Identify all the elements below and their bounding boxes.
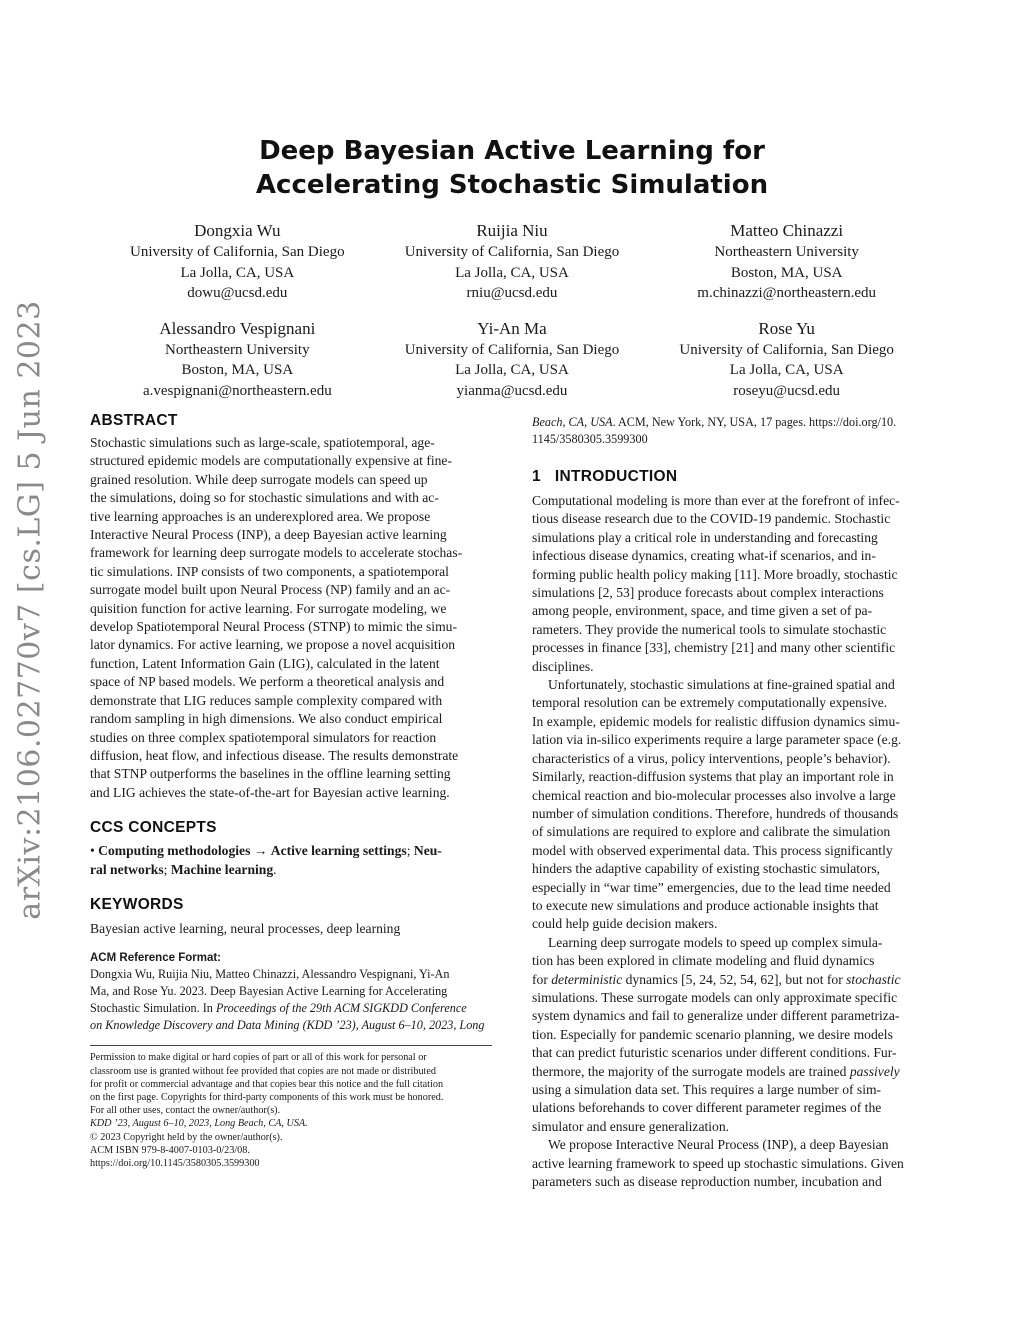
ccs-term: Active learning settings (270, 843, 407, 859)
author-location: La Jolla, CA, USA (180, 264, 295, 281)
text-line: temporal resolution can be extremely computationally expensive. (532, 695, 888, 711)
ccs-separator: ; (406, 843, 414, 859)
text-fragment: for (532, 971, 552, 987)
keywords-text: Bayesian active learning, neural processes, deep learning (90, 920, 401, 936)
left-column (90, 412, 492, 1170)
arrow-icon: → (253, 843, 268, 859)
ref-fragment: . ACM, New York, NY, USA, 17 pages. https://doi.org/10. (612, 415, 897, 429)
text-line: tic simulations. INP consists of two components, a spatiotemporal (90, 563, 449, 579)
author-card (100, 318, 375, 402)
text-line: studies on three complex spatiotemporal simulators for reaction (90, 729, 437, 745)
ref-fragment: Proceedings of the 29th ACM SIGKDD Conference (215, 1001, 467, 1016)
author-card (100, 220, 375, 304)
text-fragment: thermore, the majority of the surrogate models are trained (532, 1063, 850, 1079)
text-line: Permission to make digital or hard copies of part or all of this work for personal or (90, 1052, 427, 1064)
text-line: infectious disease dynamics, creating what-if scenarios, and in- (532, 548, 876, 564)
ccs-term: Computing methodologies (98, 843, 251, 859)
text-line: for profit or commercial advantage and that copies bear this notice and the full citation (90, 1078, 444, 1090)
text-line: lation via in-silico experiments require a large parameter space (e.g. (532, 732, 902, 748)
text-line: simulations [2, 53] produce forecasts about complex interactions (532, 585, 884, 601)
text-line (532, 971, 935, 989)
text-line: that can predict futuristic scenarios under different conditions. Fur- (532, 1045, 897, 1061)
text-line: framework for learning deep surrogate models to accelerate stochas- (90, 545, 463, 561)
text-line: rameters. They provide the numerical tools to simulate stochastic (532, 621, 887, 637)
text-line: grained resolution. While deep surrogate models can speed up (90, 471, 428, 487)
keywords-heading: KEYWORDS (90, 895, 184, 913)
author-card (375, 220, 650, 304)
intro-paragraph-3 (532, 934, 935, 1136)
text-line: using a simulation data set. This requires a large number of sim- (532, 1082, 882, 1097)
author-email: roseyu@ucsd.edu (733, 382, 841, 399)
author-affiliation: University of California, San Diego (130, 244, 345, 260)
text-line: Interactive Neural Process (INP), a deep Bayesian active learning (90, 527, 447, 543)
author-name: Yi-An Ma (477, 318, 547, 338)
ref-line (90, 1017, 492, 1034)
text-line: among people, environment, space, and time given a set of pa- (532, 603, 873, 619)
acm-reference-heading: ACM Reference Format: (90, 952, 221, 965)
text-block (532, 1081, 935, 1136)
text-line: chemical reaction and bio-molecular processes also involve a large (532, 787, 896, 803)
author-email: dowu@ucsd.edu (187, 285, 288, 301)
text-line: tious disease research due to the COVID-19 pandemic. Stochastic (532, 511, 891, 527)
text-line: to execute new simulations and produce actionable insights that (532, 897, 879, 913)
text-line: on the first page. Copyrights for third-party components of this work must be honored. (90, 1091, 444, 1103)
section-title: INTRODUCTION (554, 468, 678, 485)
author-affiliation: University of California, San Diego (404, 341, 620, 358)
text-line: parameters such as disease reproduction number, incubation and (532, 1174, 882, 1190)
text-line: tion has been explored in climate modeling and fluid dynamics (532, 953, 875, 969)
author-location: La Jolla, CA, USA (455, 264, 569, 281)
author-email: yianma@ucsd.edu (456, 382, 568, 399)
author-card (649, 318, 924, 402)
intro-paragraph-2 (532, 676, 935, 934)
text-line: could help guide decision makers. (532, 916, 718, 932)
text-line: active learning framework to speed up stochastic simulations. Given (532, 1155, 904, 1171)
text-line: especially in “war time” emergencies, due to the lead time needed (532, 879, 891, 895)
text-line: space of NP based models. We perform a theoretical analysis and (90, 674, 445, 690)
text-line: Similarly, reaction-diffusion systems that play an important role in (532, 769, 894, 785)
arxiv-side-stamp (10, 260, 50, 960)
paper-title (90, 134, 934, 202)
author-affiliation: Northeastern University (165, 341, 310, 358)
acm-reference (90, 952, 492, 1034)
text-line: classroom use is granted without fee provided that copies are not made or distributed (90, 1065, 436, 1077)
section-number: 1 (532, 468, 541, 485)
title-line-2: Accelerating Stochastic Simulation (255, 170, 769, 200)
text-line: For all other uses, contact the owner/author(s). (90, 1105, 281, 1117)
footnote-doi: https://doi.org/10.1145/3580305.3599300 (90, 1157, 260, 1169)
ccs-term: ral networks (90, 861, 164, 877)
text-line: model with observed experimental data. This process significantly (532, 842, 893, 858)
ref-fragment: Beach, CA, USA (532, 415, 613, 429)
author-email: a.vespignani@northeastern.edu (142, 382, 332, 399)
text-line: system dynamics and fail to generalize under different parametriza- (532, 1008, 900, 1024)
text-line: forming public health policy making [11]. More broadly, stochastic (532, 566, 898, 582)
footnote-divider (90, 1045, 492, 1046)
author-name: Rose Yu (758, 318, 815, 338)
text-line: hinders the adaptive capability of existing stochastic simulators, (532, 861, 881, 877)
text-line: random sampling in high dimensions. We also conduct empirical (90, 711, 443, 727)
ref-line: Dongxia Wu, Ruijia Niu, Matteo Chinazzi, Alessandro Vespignani, Yi-An (90, 967, 450, 982)
title-line-1: Deep Bayesian Active Learning for (259, 136, 765, 166)
author-name: Ruijia Niu (476, 221, 548, 240)
author-email: m.chinazzi@northeastern.edu (697, 285, 877, 301)
text-line: number of simulation conditions. Therefore, hundreds of thousands (532, 805, 899, 821)
footnote-permissions (90, 1051, 492, 1117)
author-location: La Jolla, CA, USA (455, 362, 569, 378)
text-line: develop Spatiotemporal Neural Process (STNP) to mimic the simu- (90, 619, 457, 635)
abstract-body (90, 434, 492, 802)
text-line: tive learning approaches is an underexplored area. We propose (90, 508, 431, 524)
text-line (532, 1063, 935, 1081)
footnote-block (90, 1045, 492, 1170)
author-affiliation: University of California, San Diego (404, 244, 620, 260)
author-affiliation: University of California, San Diego (679, 341, 894, 358)
abstract-heading: ABSTRACT (90, 412, 178, 429)
intro-paragraph-4 (532, 1136, 935, 1191)
author-affiliation: Northeastern University (714, 244, 859, 260)
ccs-separator: ; (163, 861, 171, 877)
author-card (649, 220, 924, 304)
ref-fragment: on Knowledge Discovery and Data Mining (KDD ’23), August 6–10, 2023, Long (90, 1018, 485, 1033)
ccs-concepts (90, 842, 492, 879)
acm-reference-text (90, 966, 492, 1034)
footnote-venue: KDD ’23, August 6–10, 2023, Long Beach, CA, USA. (90, 1118, 308, 1130)
text-line: Unfortunately, stochastic simulations at fine-grained spatial and (548, 677, 895, 693)
author-card (375, 318, 650, 402)
ref-line (532, 414, 935, 431)
text-fragment: dynamics [5, 24, 52, 54, 62], but not for (622, 971, 847, 987)
right-column (532, 414, 935, 1191)
text-line: surrogate model built upon Neural Process (NP) family and an ac- (90, 582, 451, 598)
text-line: simulations. These surrogate models can only approximate specific (532, 989, 898, 1005)
text-line: Computational modeling is more than ever at the forefront of infec- (532, 493, 900, 508)
ccs-term: Machine learning (170, 861, 274, 877)
text-line: characteristics of a virus, policy interventions, people’s behavior). (532, 750, 891, 766)
intro-paragraph-1 (532, 492, 935, 676)
footnote-copyright: © 2023 Copyright held by the owner/author(s). (90, 1131, 283, 1143)
text-line: of simulations are required to explore and calibrate the simulation (532, 824, 891, 840)
ref-line: 1145/3580305.3599300 (532, 432, 648, 446)
text-fragment: passively (849, 1063, 900, 1079)
text-line: tion. Especially for pandemic scenario planning, we desire models (532, 1026, 893, 1042)
acm-reference-continued (532, 414, 935, 448)
text-line: disciplines. (532, 658, 594, 674)
text-line: that STNP outperforms the baselines in the offline learning setting (90, 766, 451, 782)
text-line: processes in finance [33], chemistry [21] and many other scientific (532, 640, 896, 656)
text-line: ulations beforehands to cover different parameter regimes of the (532, 1100, 882, 1116)
author-email: rniu@ucsd.edu (466, 285, 558, 301)
author-block (100, 220, 924, 401)
author-location: La Jolla, CA, USA (729, 362, 844, 378)
text-line: function, Latent Information Gain (LIG), calculated in the latent (90, 655, 440, 671)
text-line: Learning deep surrogate models to speed up complex simula- (548, 934, 883, 950)
text-line: simulator and ensure generalization. (532, 1118, 730, 1134)
text-fragment: stochastic (846, 971, 901, 987)
introduction-heading (532, 468, 935, 486)
author-location: Boston, MA, USA (730, 264, 843, 281)
text-line: diffusion, heat flow, and infectious disease. The results demonstrate (90, 747, 459, 763)
author-name: Matteo Chinazzi (730, 221, 844, 240)
text-line: Stochastic simulations such as large-scale, spatiotemporal, age- (90, 435, 435, 450)
ref-fragment: Stochastic Simulation. In (90, 1001, 216, 1016)
ccs-term: Neu- (413, 843, 442, 859)
ccs-heading: CCS CONCEPTS (90, 819, 217, 837)
text-line: structured epidemic models are computationally expensive at fine- (90, 453, 452, 469)
ccs-bullet: • (90, 843, 95, 859)
ref-line: Ma, and Rose Yu. 2023. Deep Bayesian Active Learning for Accelerating (90, 984, 448, 999)
arxiv-identifier: arXiv:2106.02770v7 [cs.LG] 5 Jun 2023 (12, 300, 48, 920)
author-name: Alessandro Vespignani (159, 318, 316, 338)
text-line: lator dynamics. For active learning, we propose a novel acquisition (90, 637, 456, 653)
author-location: Boston, MA, USA (181, 362, 294, 378)
text-line: In example, epidemic models for realistic diffusion dynamics simu- (532, 713, 900, 729)
ref-line (90, 1000, 492, 1017)
text-line: the simulations, doing so for stochastic simulations and with ac- (90, 490, 439, 506)
text-fragment: deterministic (551, 971, 623, 987)
footnote-isbn: ACM ISBN 979-8-4007-0103-0/23/08. (90, 1144, 250, 1156)
author-name: Dongxia Wu (194, 221, 281, 240)
text-line: We propose Interactive Neural Process (INP), a deep Bayesian (548, 1137, 889, 1153)
text-line: and LIG achieves the state-of-the-art for Bayesian active learning. (90, 784, 450, 800)
ccs-end: . (273, 861, 277, 877)
text-block (532, 989, 935, 1063)
text-line: simulations play a critical role in understanding and forecasting (532, 529, 878, 545)
text-line: quisition function for active learning. For surrogate modeling, we (90, 600, 447, 616)
text-line: demonstrate that LIG reduces sample complexity compared with (90, 692, 443, 708)
